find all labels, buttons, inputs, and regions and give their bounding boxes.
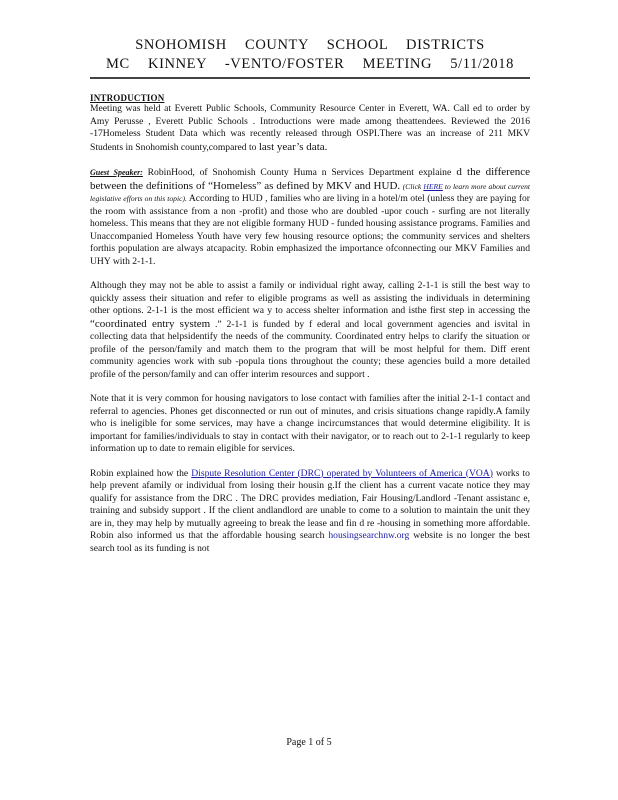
coordinated-entry-term: “coordinated entry system [90, 317, 211, 330]
guest-speaker-paragraph [90, 166, 530, 268]
para3-text-c: .” 2-1-1 is funded by f ederal and local government agencies and isvital in collecting data that helpsidentify the needs of the community. Coordinated entry helps to clarify the situation or profile of the person/family and match them to the program that will be most helpful for them. Diff erent community agencies work with sub -popula tions throughout the county; these agencies build a more detailed profile of the person/family and can offer interim resources and support . [90, 318, 530, 380]
guest-text-c: According to HUD , families who are living in a hotel/m otel (unless they are paying for the room with assistance from a non -profit) and those who are doubled -upor couch - surfing are not literally homeless. This means that they are not eligible formany HUD - funded housing assistance programs. Families and Unaccompanied Homeless Youth have very few housing resource options; the community services and shelters forthis population are always atcapacity. Robin emphasized the importance ofconnecting our MKV Families and UHY with 2-1-1. [90, 193, 531, 267]
guest-speaker-label: Guest Speaker: [90, 168, 143, 177]
guest-text-emphasis: d the difference between the definitions of “Homeless” as defined by MKV and HUD. [90, 166, 530, 192]
here-link[interactable]: HERE [423, 181, 443, 191]
para5-text-b: works to help prevent afamily or individual from losing their housin g.If the client has a current vacate notice they may qualify for assistance from the DRC . The DRC provides mediation, Fair Housing/Landlord -Tenant assistanc e, training and subsidy support . If the client andlandlord are unable to come to a solution to maintain the unit they are in, they may help by mutually agreeing to break the lease and fin d re -housing in something more affordable. Robin also informed us that the affordable housing search [90, 467, 530, 541]
navigator-note-paragraph: Note that it is very common for housing navigators to lose contact with families after the initial 2-1-1 contact and referral to agencies. Phones get disconnected or run out of minutes, and crisis situations change rapidly.A family who is ineligible for some services, may have a change incircumstances that would determine eligibility. It is important for families/individuals to stay in contact with their navigator, or to reach out to 2-1-1 regularly to keep information up to date to remain eligible for services. [90, 393, 530, 454]
housingsearch-link[interactable]: housingsearchnw.org [328, 530, 410, 541]
page-number: Page 1 of 5 [286, 737, 332, 748]
para3-text-a: Although they may not be able to assist a family or individual right away, calling 2-1-1 is still the best way to quickly assess their situation and refer to eligible programs as well as assisting the individuals in determining other options. 2-1-1 is the most efficient wa y to access shelter information and isthe first step in accessing the [90, 280, 530, 316]
drc-link[interactable]: Dispute Resolution Center (DRC) operated by Volunteers of America (VOA) [191, 467, 493, 479]
introduction-heading: INTRODUCTION [90, 93, 165, 103]
title-line-1: SNOHOMISH COUNTY SCHOOL DISTRICTS [135, 37, 485, 53]
document-title [90, 36, 530, 74]
document-page [90, 36, 530, 567]
section-guest-speaker [90, 166, 530, 268]
para5-text-c: website is no longer the best search tool as its funding is not [90, 530, 530, 554]
title-line-2: MC KINNEY -VENTO/FOSTER MEETING 5/11/2018 [106, 56, 514, 72]
guest-text-a: RobinHood, of Snohomish County Huma n Services Department explaine [142, 167, 452, 178]
para5-text-a: Robin explained how the [90, 467, 192, 479]
legislation-note-pre: (Click [402, 181, 424, 191]
intro-text-emphasis: last year’s data. [258, 140, 328, 153]
intro-text: Meeting was held at Everett Public Schools, Community Resource Center in Everett, WA. Call ed to order by Amy Perusse , Everett Public Schools . Introductions were made among theattendees. Reviewed the 2016 -17Homeless Student Data which was recently released through OSPI.There was an increase of 211 MKV Students in Snohomish county,compared to [90, 103, 530, 153]
section-introduction [90, 93, 530, 154]
title-divider [90, 77, 530, 79]
introduction-paragraph [90, 103, 530, 154]
drc-paragraph [90, 468, 530, 556]
legislation-note-post: to learn more about current legislative efforts on this topic). [90, 181, 531, 203]
coordinated-entry-paragraph [90, 280, 530, 381]
